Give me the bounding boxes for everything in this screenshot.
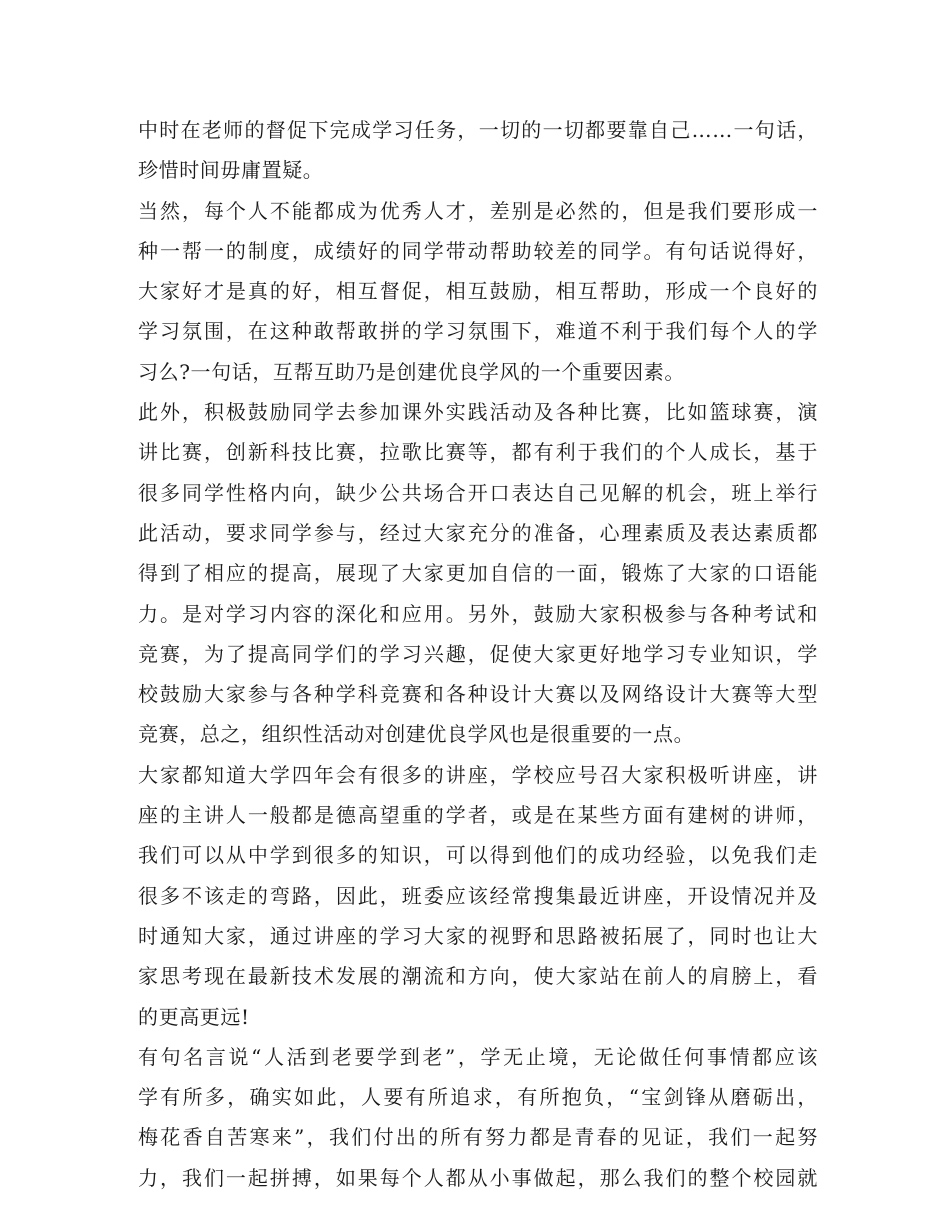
text-line: 时通知大家，通过讲座的学习大家的视野和思路被拓展了，同时也让大: [138, 923, 818, 948]
text-line: 讲比赛，创新科技比赛，拉歌比赛等，都有利于我们的个人成长，基于: [138, 440, 818, 465]
text-line: 我们可以从中学到很多的知识，可以得到他们的成功经验，以免我们走: [138, 843, 818, 868]
text-line: 校鼓励大家参与各种学科竞赛和各种设计大赛以及网络设计大赛等大型: [138, 682, 818, 707]
text-line: 学有所多，确实如此，人要有所追求，有所抱负，“宝剑锋从磨砺出，: [138, 1085, 818, 1110]
text-line: 很多不该走的弯路，因此，班委应该经常搜集最近讲座，开设情况并及: [138, 883, 818, 908]
text-line: 大家都知道大学四年会有很多的讲座，学校应号召大家积极听讲座，讲: [138, 762, 818, 787]
body-text: [138, 110, 818, 1198]
text-line: 座的主讲人一般都是德高望重的学者，或是在某些方面有建树的讲师，: [138, 803, 818, 828]
text-line: 学习氛围，在这种敢帮敢拼的学习氛围下，难道不利于我们每个人的学: [138, 319, 818, 344]
text-line: 此活动，要求同学参与，经过大家充分的准备，心理素质及表达素质都: [138, 520, 818, 545]
text-line: 有句名言说“人活到老要学到老”，学无止境，无论做任何事情都应该: [138, 1044, 818, 1069]
text-line: 大家好才是真的好，相互督促，相互鼓励，相互帮助，形成一个良好的: [138, 279, 818, 304]
text-line: 竞赛，总之，组织性活动对创建优良学风也是很重要的一点。: [138, 722, 695, 747]
text-line: 很多同学性格内向，缺少公共场合开口表达自己见解的机会，班上举行: [138, 480, 818, 505]
text-line: 的更高更远!: [138, 1004, 250, 1029]
text-line: 梅花香自苦寒来”，我们付出的所有努力都是青春的见证，我们一起努: [138, 1125, 818, 1150]
text-line: 竞赛，为了提高同学们的学习兴趣，促使大家更好地学习专业知识，学: [138, 641, 818, 666]
text-line: 种一帮一的制度，成绩好的同学带动帮助较差的同学。有句话说得好，: [138, 238, 818, 263]
text-line: 此外，积极鼓励同学去参加课外实践活动及各种比赛，比如篮球赛，演: [138, 400, 818, 425]
text-line: 珍惜时间毋庸置疑。: [138, 158, 324, 183]
text-line: 得到了相应的提高，展现了大家更加自信的一面，锻炼了大家的口语能: [138, 561, 818, 586]
text-line: 中时在老师的督促下完成学习任务，一切的一切都要靠自己……一句话，: [138, 118, 818, 142]
text-line: 当然，每个人不能都成为优秀人才，差别是必然的，但是我们要形成一: [138, 198, 818, 223]
text-line: 习么?一句话，互帮互助乃是创建优良学风的一个重要因素。: [138, 359, 685, 384]
text-line: 力，我们一起拼搏，如果每个人都从小事做起，那么我们的整个校园就: [138, 1165, 818, 1190]
text-line: 家思考现在最新技术发展的潮流和方向，使大家站在前人的肩膀上，看: [138, 964, 818, 989]
text-line: 力。是对学习内容的深化和应用。另外，鼓励大家积极参与各种考试和: [138, 601, 818, 626]
